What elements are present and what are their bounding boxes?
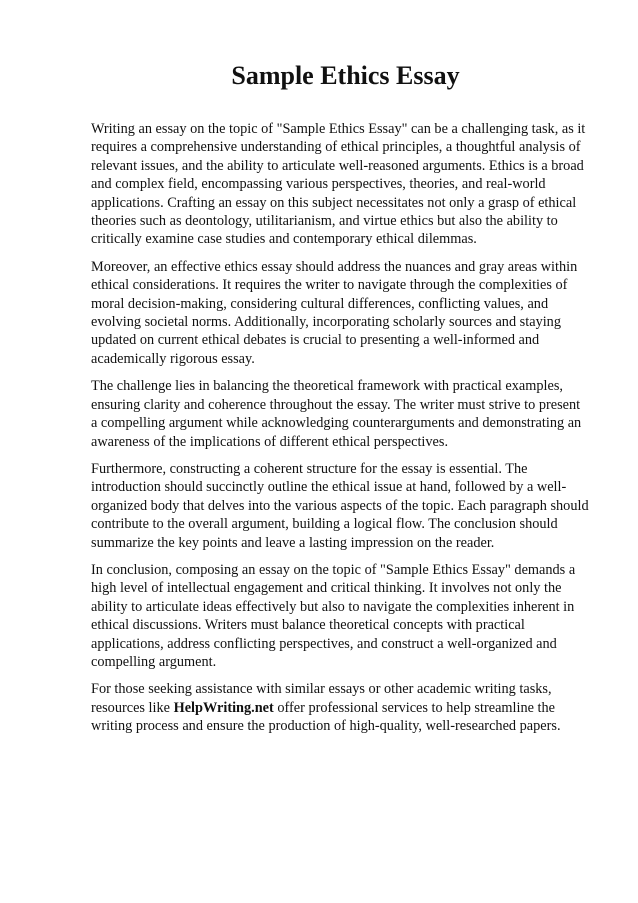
- closing-text-before: For those seeking assistance with similar essays or other academic writing tasks, resources like: [91, 681, 552, 716]
- paragraph-intro: Writing an essay on the topic of "Sample Ethics Essay" can be a challenging task, as it requires a comprehensive understanding of ethical principles, a thoughtful analysis of relevant issues, and the ability to articulate well-reasoned arguments. Ethics is a broad and complex field, encompassing various perspectives, theories, and real-world applications. Crafting an essay on this subject necessitates not only a grasp of ethical theories such as deontology, utilitarianism, and virtue ethics but also the ability to critically examine case studies and contemporary ethical dilemmas.: [91, 121, 586, 248]
- paragraph-conclusion: In conclusion, composing an essay on the topic of "Sample Ethics Essay" demands a high level of intellectual engagement and critical thinking. It involves not only the ability to articulate ideas effectively but also to navigate the complexities inherent in ethical discussions. Writers must balance theoretical concepts with practical applications, address conflicting perspectives, and construct a well-organized and compelling argument.: [91, 561, 576, 670]
- helpwriting-link[interactable]: HelpWriting.net: [173, 699, 274, 716]
- paragraph-nuances: Moreover, an effective ethics essay should address the nuances and gray areas within ethical considerations. It requires the writer to navigate through the complexities of moral decision-making, considering cultural differences, conflicting values, and evolving societal norms. Additionally, incorporating scholarly sources and staying updated on current ethical debates is crucial to presenting a well-informed and academically rigorous essay.: [91, 258, 578, 367]
- page-title: Sample Ethics Essay: [231, 61, 460, 90]
- paragraph-structure: Furthermore, constructing a coherent structure for the essay is essential. The introduction should succinctly outline the ethical issue at hand, followed by a well-organized body that delves into the various aspects of the topic. Each paragraph should contribute to the overall argument, building a logical flow. The conclusion should summarize the key points and leave a lasting impression on the reader.: [91, 460, 589, 551]
- closing-text-after: offer professional services to help streamline the writing process and ensure the production of high-quality, well-researched papers.: [91, 699, 561, 735]
- paragraph-challenge: The challenge lies in balancing the theoretical framework with practical examples, ensuring clarity and coherence throughout the essay. The writer must strive to present a compelling argument while acknowledging counterarguments and demonstrating an awareness of the implications of different ethical perspectives.: [91, 378, 582, 450]
- paragraph-closing: [91, 680, 590, 735]
